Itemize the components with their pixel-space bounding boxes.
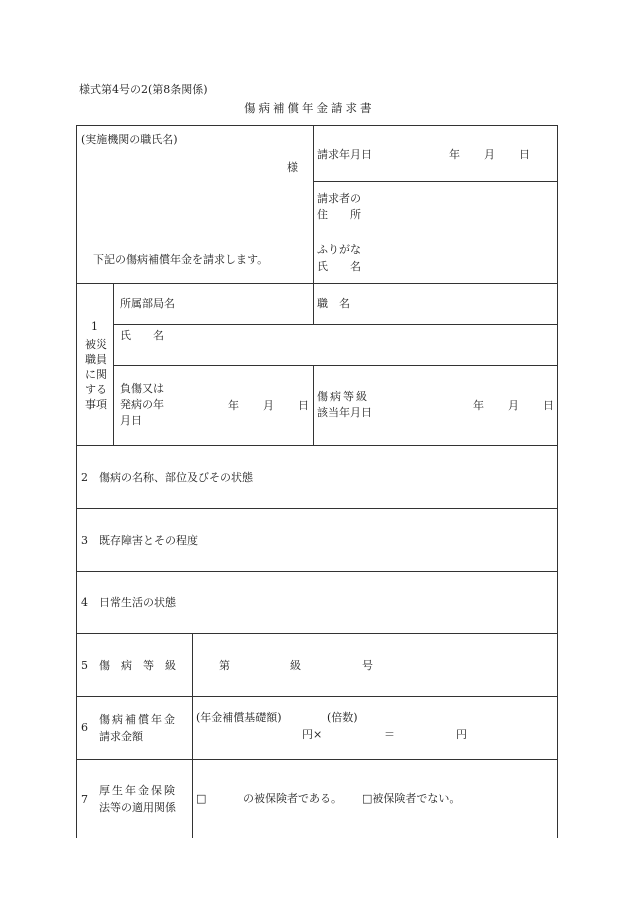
section4-label: 4 日常生活の状態 bbox=[81, 596, 176, 609]
section7-number: 7 bbox=[81, 793, 88, 806]
section1-side-label-3: に関 bbox=[85, 368, 107, 381]
request-day-unit: 日 bbox=[519, 148, 530, 161]
yen-times: 円× bbox=[302, 728, 323, 741]
injury-month-unit: 月 bbox=[263, 399, 274, 412]
section6-number: 6 bbox=[81, 721, 88, 734]
grade-year-unit: 年 bbox=[473, 399, 484, 412]
yen-unit: 円 bbox=[456, 728, 467, 741]
section7-label-1: 厚生年金保険 bbox=[99, 784, 177, 797]
request-month-unit: 月 bbox=[484, 148, 495, 161]
section1-number: 1 bbox=[91, 320, 98, 333]
grade-day-unit: 日 bbox=[543, 399, 554, 412]
section6-label-1: 傷病補償年金 bbox=[99, 713, 177, 726]
equals-sign: ＝ bbox=[384, 728, 395, 741]
section7-label-2: 法等の適用関係 bbox=[99, 801, 176, 814]
section3-label: 3 既存障害とその程度 bbox=[81, 534, 198, 547]
section2-label: 2 傷病の名称、部位及びその状態 bbox=[81, 471, 253, 484]
insured-checkbox[interactable]: □ bbox=[196, 792, 207, 805]
grade-month-unit: 月 bbox=[508, 399, 519, 412]
section1-side-label-2: 職員 bbox=[85, 353, 107, 366]
injury-date-label-1: 負傷又は bbox=[120, 382, 164, 395]
grade-prefix: 第 bbox=[219, 659, 230, 672]
injury-date-label-2: 発病の年 bbox=[120, 398, 164, 411]
grade-date-label-2: 該当年月日 bbox=[317, 406, 372, 419]
grade-number-unit: 号 bbox=[362, 659, 373, 672]
section6-label-2: 請求金額 bbox=[99, 730, 143, 743]
department-label: 所属部局名 bbox=[120, 297, 175, 310]
injury-day-unit: 日 bbox=[298, 399, 309, 412]
section1-side-label-5: 事項 bbox=[85, 398, 107, 411]
base-amount-label: (年金補償基礎額) bbox=[196, 711, 282, 724]
position-label: 職 名 bbox=[317, 297, 350, 310]
grade-unit: 級 bbox=[290, 659, 301, 672]
request-year-unit: 年 bbox=[449, 148, 460, 161]
not-insured-option[interactable]: □被保険者でない。 bbox=[362, 792, 461, 805]
requester-address-label-1: 請求者の bbox=[317, 192, 361, 205]
injury-year-unit: 年 bbox=[228, 399, 239, 412]
agency-label: (実施機関の職氏名) bbox=[81, 133, 178, 146]
request-date-label: 請求年月日 bbox=[317, 148, 372, 161]
furigana-label: ふりがな bbox=[317, 243, 361, 256]
multiplier-label: (倍数) bbox=[327, 711, 358, 724]
section5-label: 傷 病 等 級 bbox=[99, 659, 176, 672]
insured-text: の被保険者である。 bbox=[243, 792, 342, 805]
honorific: 様 bbox=[287, 161, 298, 174]
section1-side-label-1: 被災 bbox=[85, 338, 107, 351]
requester-name-label: 氏 名 bbox=[317, 260, 361, 273]
grade-date-label-1: 傷病等級 bbox=[317, 390, 369, 403]
form-number: 様式第4号の2(第8条関係) bbox=[79, 83, 208, 96]
injury-date-label-3: 月日 bbox=[120, 414, 142, 427]
form-title: 傷病補償年金請求書 bbox=[244, 101, 375, 115]
section5-number: 5 bbox=[81, 659, 88, 672]
victim-name-label: 氏 名 bbox=[120, 329, 164, 342]
section1-side-label-4: する bbox=[85, 383, 107, 396]
request-statement: 下記の傷病補償年金を請求します。 bbox=[93, 253, 269, 266]
requester-address-label-2: 住 所 bbox=[317, 208, 361, 221]
